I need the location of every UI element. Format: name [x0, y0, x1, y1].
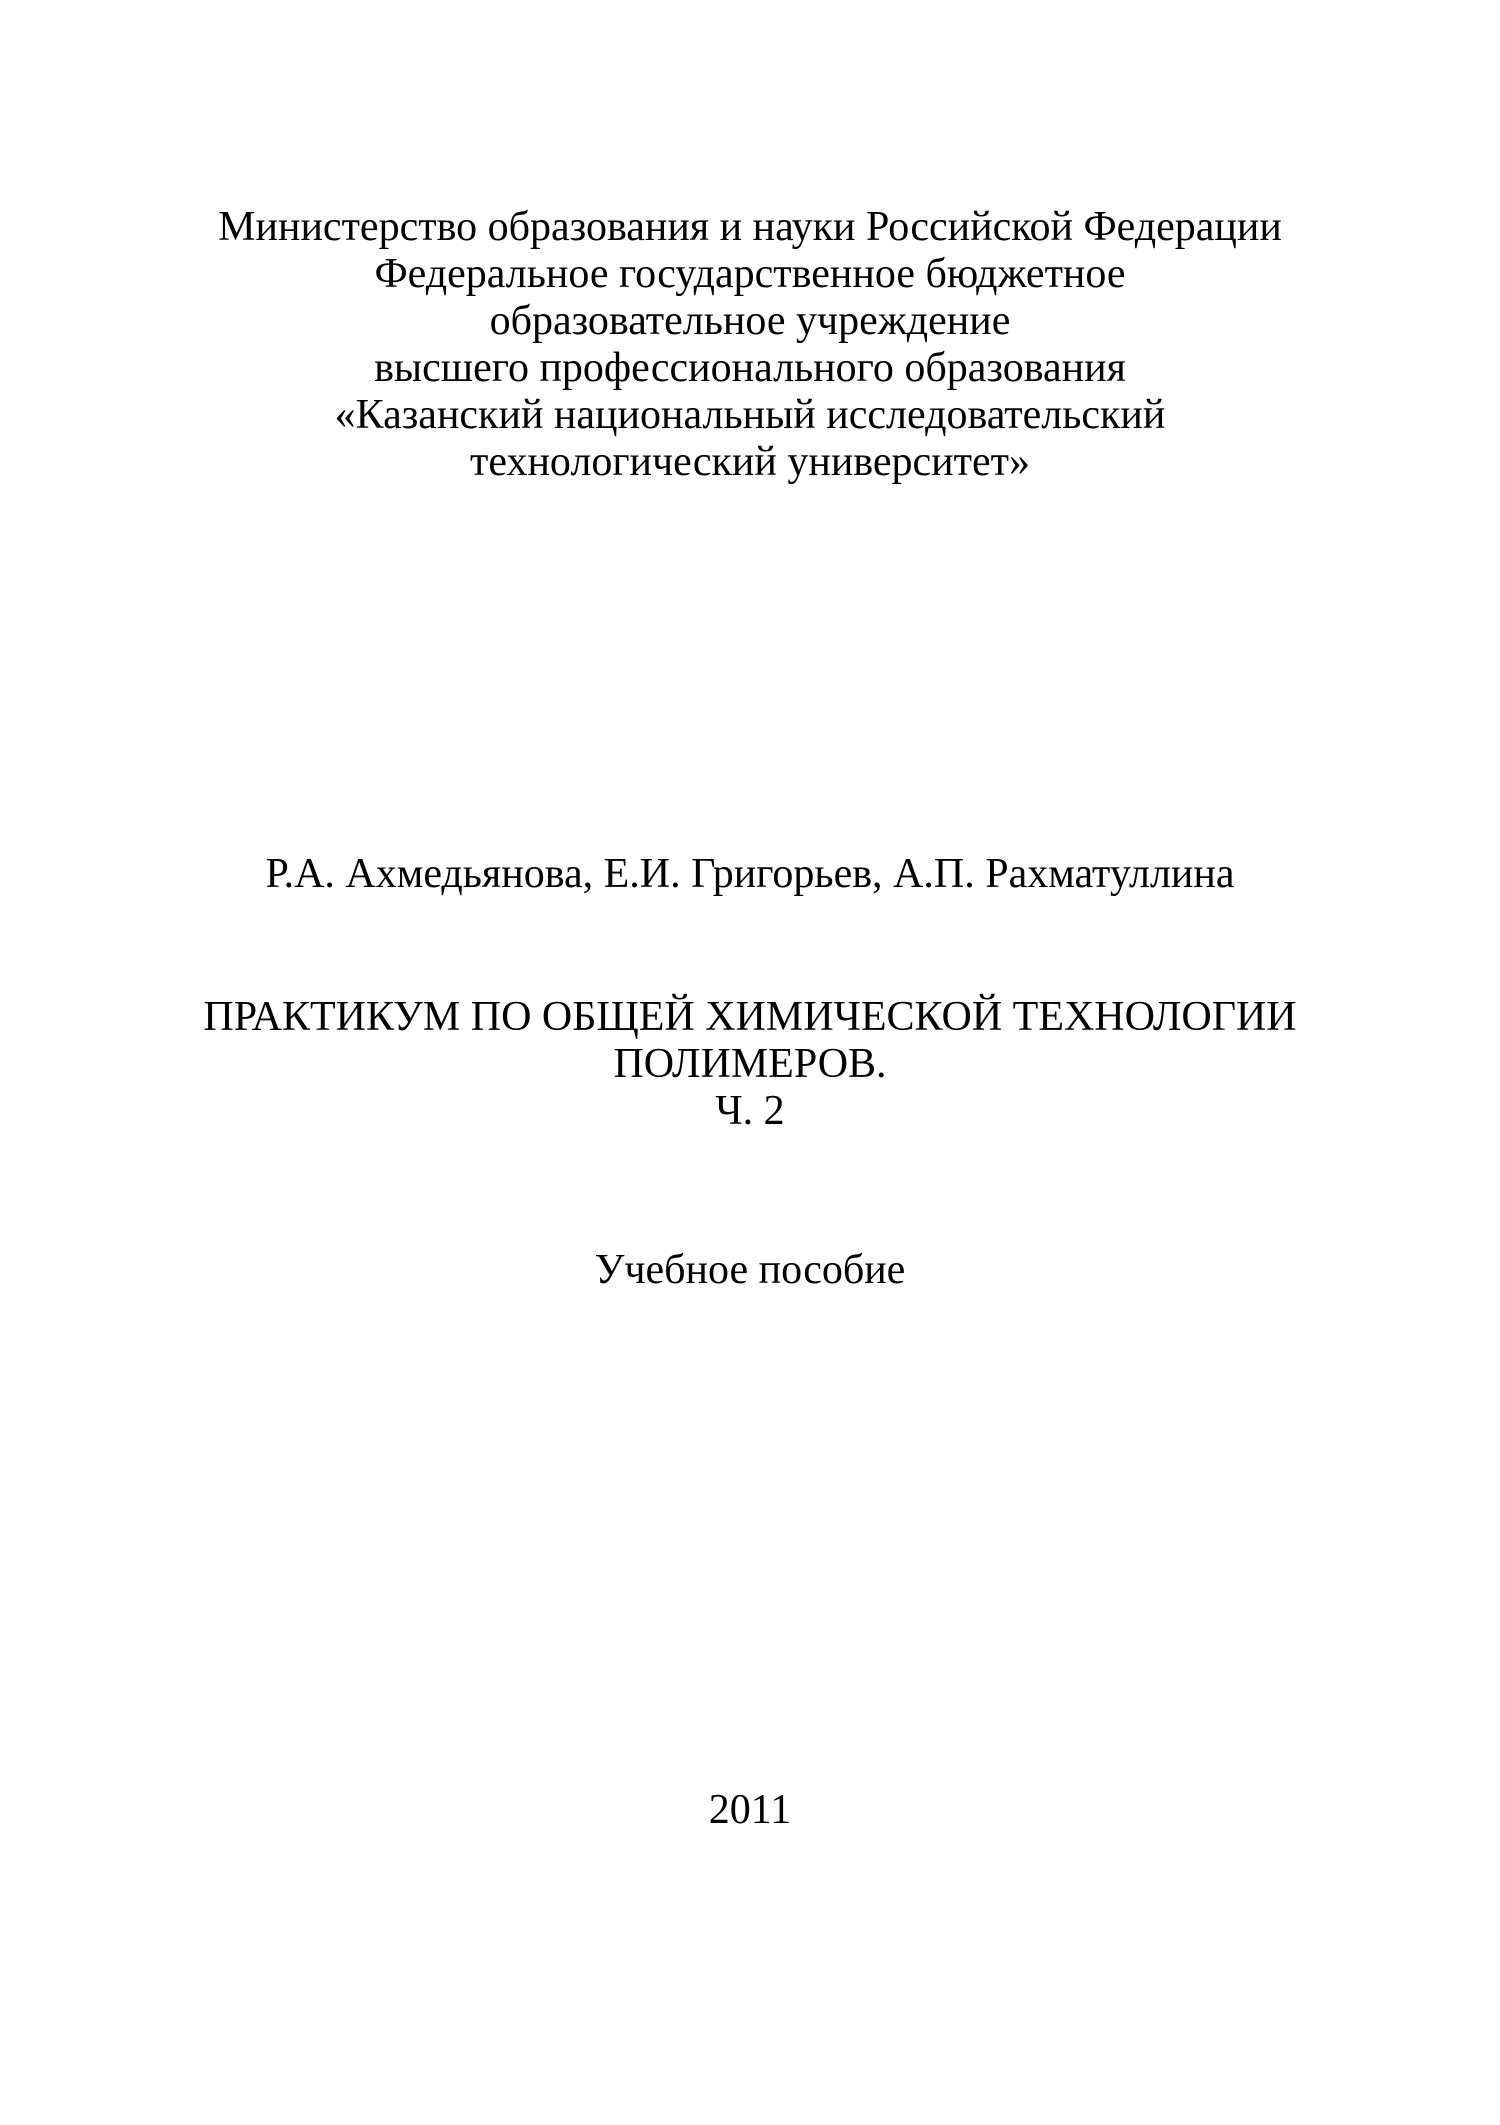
institution-header: [0, 204, 1500, 486]
publication-year-value: 2011: [708, 1787, 792, 1833]
document-type-label: Учебное пособие: [594, 1247, 906, 1293]
header-line-federal: Федеральное государственное бюджетное: [374, 251, 1126, 297]
header-line-university-name: «Казанский национальный исследовательский: [334, 392, 1166, 438]
title-line-polymers: ПОЛИМЕРОВ.: [613, 1041, 887, 1087]
authors-line: Р.А. Ахмедьянова, Е.И. Григорьев, А.П. Рахматуллина: [265, 851, 1235, 897]
book-title: [0, 994, 1500, 1135]
title-line-main: ПРАКТИКУМ ПО ОБЩЕЙ ХИМИЧЕСКОЙ ТЕХНОЛОГИИ: [203, 994, 1297, 1040]
authors: [0, 851, 1500, 898]
document-type: [0, 1247, 1500, 1294]
header-line-institution-type: образовательное учреждение: [489, 298, 1011, 344]
header-line-ministry: Министерство образования и науки Российской Федерации: [218, 204, 1282, 250]
header-line-university-name-cont: технологический университет»: [470, 439, 1030, 485]
publication-year: [0, 1787, 1500, 1834]
header-line-education-level: высшего профессионального образования: [374, 345, 1126, 391]
title-line-part: Ч. 2: [715, 1088, 785, 1134]
